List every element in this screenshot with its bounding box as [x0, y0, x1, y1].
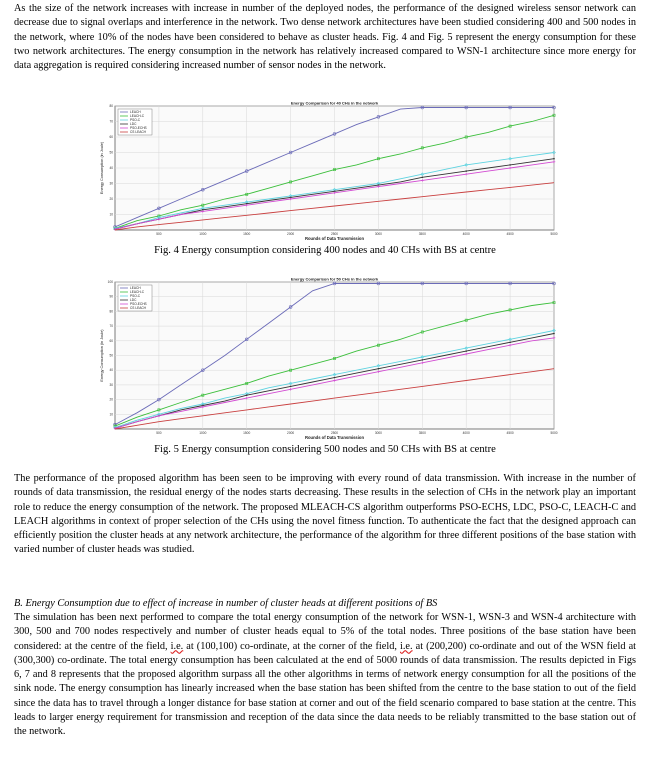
x-tick-label: 3000	[374, 232, 382, 236]
x-tick-label: 4500	[506, 232, 514, 236]
data-point	[553, 158, 555, 160]
x-tick-label: 500	[156, 232, 162, 236]
y-tick-label: 70	[109, 119, 113, 124]
data-point	[553, 333, 555, 335]
figure-5	[97, 275, 562, 441]
x-tick-label: 5000	[550, 431, 558, 435]
data-point	[465, 350, 467, 352]
figure-5-caption: Fig. 5 Energy consumption considering 500 nodes and 50 CHs with BS at centre	[154, 444, 496, 455]
legend-label: CS LEACH	[130, 306, 146, 311]
legend-label: PSO-ECHS	[130, 302, 147, 307]
y-tick-label: 20	[109, 397, 113, 402]
legend-label: LDC	[130, 298, 137, 303]
paragraph-bottom: The simulation has been next performed to compare the total energy consumption of the network for WSN-1, WSN-3 and WSN-4 architecture with 300, 500 and 700 nodes respectively and number of cluster heads equal to 5% of the total nodes. Three positions of the base station have been considered: at the centre of the field, i.e. at (100,100) co-ordinate, at the corner of the field, i.e. at (200,200) co-ordinate and out of the WSN field at (300,300) co-ordinate. The total energy consumption has been calculated at the end of 5000 rounds of data transmission. The results depicted in Figs 6, 7 and 8 represents that the proposed algorithm surpass all the other algorithms in terms of network energy consumption for all the positions of the sink node. The energy consumption has linearly increased when the base station has been shifted from the centre to the base station to out of the field since the data has to travel through a longer distance for base station at corner and out of the field scenario compared to base station at the centre. This leads to larger energy requirement for transmission and reception of the data since the data needs to be reliably transmitted to the base station out of the network.	[14, 612, 636, 738]
legend-label: PSO-ECHS	[130, 126, 147, 131]
legend-label: LEACH-C	[130, 290, 144, 295]
data-point	[378, 368, 380, 370]
x-tick-label: 4000	[462, 431, 470, 435]
data-point	[465, 170, 467, 172]
y-tick-label: 90	[109, 294, 113, 299]
x-tick-label: 3500	[418, 232, 426, 236]
y-tick-label: 60	[109, 135, 113, 139]
y-tick-label: 40	[109, 368, 113, 373]
y-tick-label: 50	[109, 353, 113, 358]
legend-label: LEACH	[130, 110, 141, 115]
y-tick-label: 50	[109, 150, 113, 155]
figure-4-caption: Fig. 4 Energy consumption considering 400 nodes and 40 CHs with BS at centre	[154, 245, 496, 256]
legend-label: PSO-C	[130, 118, 141, 123]
figure-4	[97, 99, 562, 242]
y-tick-label: 20	[109, 197, 113, 201]
data-point	[334, 377, 336, 379]
x-axis-label: Rounds of Data Transmission	[304, 236, 365, 241]
y-tick-label: 80	[109, 104, 113, 108]
legend-label: PSO-C	[130, 294, 141, 299]
x-tick-label: 1000	[199, 431, 207, 435]
y-tick-label: 30	[109, 382, 113, 387]
ie-abbreviation: i.e.	[170, 640, 184, 652]
y-tick-label: 10	[109, 412, 113, 417]
x-tick-label: 4000	[462, 232, 470, 236]
x-tick-label: 1500	[243, 232, 251, 236]
y-tick-label: 100	[107, 280, 113, 284]
legend-label: LEACH-C	[130, 114, 144, 119]
x-tick-label: 2000	[287, 232, 295, 236]
x-tick-label: 2000	[287, 431, 295, 435]
y-tick-label: 40	[109, 166, 113, 170]
x-tick-label: 3500	[418, 431, 426, 435]
x-tick-label: 500	[156, 431, 162, 435]
x-tick-label: 5000	[550, 232, 558, 236]
chart-title: Energy Comparison for 50 CHs in the network	[290, 276, 379, 282]
x-axis-label: Rounds of Data Transmission	[304, 435, 365, 440]
y-axis-label: Energy Consumption (in Joule)	[100, 141, 104, 195]
legend-label: CS LEACH	[130, 130, 146, 135]
x-tick-label: 1000	[199, 232, 207, 236]
chart-figure-4	[97, 99, 562, 242]
legend-label: LDC	[130, 122, 137, 127]
paragraph-middle: The performance of the proposed algorithm has been seen to be improving with every round of data transmission. With increase in the number of rounds of data transmission, the residual energy of the nodes starts decreasing. These results in the selection of CHs in the network play an important role to reduce the energy consumption of the network. The proposed MLEACH-CS algorithm outperforms PSO-ECHS, LDC, PSO-C, LEACH-C and LEACH algorithms in context of proper selection of the CHs using the novel fitness function. To authenticate the fact that the designed approach can efficiently position the cluster heads at any network architecture, the performance of the algorithm for three different positions of the base station with varied number of cluster heads was studied.	[14, 473, 636, 556]
y-tick-label: 60	[109, 338, 113, 343]
data-point	[422, 177, 424, 179]
x-tick-label: 2500	[330, 232, 339, 236]
data-point	[422, 359, 424, 361]
x-tick-label: 2500	[330, 431, 339, 435]
data-point	[509, 164, 511, 166]
chart-title: Energy Comparison for 40 CHs in the network	[290, 100, 379, 106]
ie-abbreviation: i.e.	[399, 640, 413, 652]
y-tick-label: 80	[109, 309, 113, 314]
x-tick-label: 3000	[374, 431, 382, 435]
section-heading: B. Energy Consumption due to effect of increase in number of cluster heads at different positions of BS	[14, 598, 438, 609]
legend-label: LEACH	[130, 286, 141, 291]
paragraph-top: As the size of the network increases with increase in number of the deployed nodes, the performance of the designed wireless sensor network can decrease due to signal overlaps and interference in the network. Two dense network architectures have been studied considering 400 and 500 nodes in the network, where 10% of the nodes have been considered to behave as cluster heads. Fig. 4 and Fig. 5 represent the energy consumption for these two network architectures. The energy consumption in the network has relatively increased compared to WSN-1 architecture since more energy for data aggregation is required considering increased number of sensor nodes in the network.	[14, 3, 636, 72]
data-point	[509, 341, 511, 343]
y-tick-label: 30	[109, 181, 113, 186]
y-tick-label: 70	[109, 324, 113, 329]
data-point	[246, 394, 248, 396]
y-tick-label: 10	[109, 212, 113, 217]
chart-figure-5	[97, 275, 562, 441]
y-axis-label: Energy Consumption (in Joule)	[100, 329, 104, 382]
x-tick-label: 4500	[506, 431, 514, 435]
data-point	[290, 386, 292, 388]
x-tick-label: 1500	[243, 431, 251, 435]
